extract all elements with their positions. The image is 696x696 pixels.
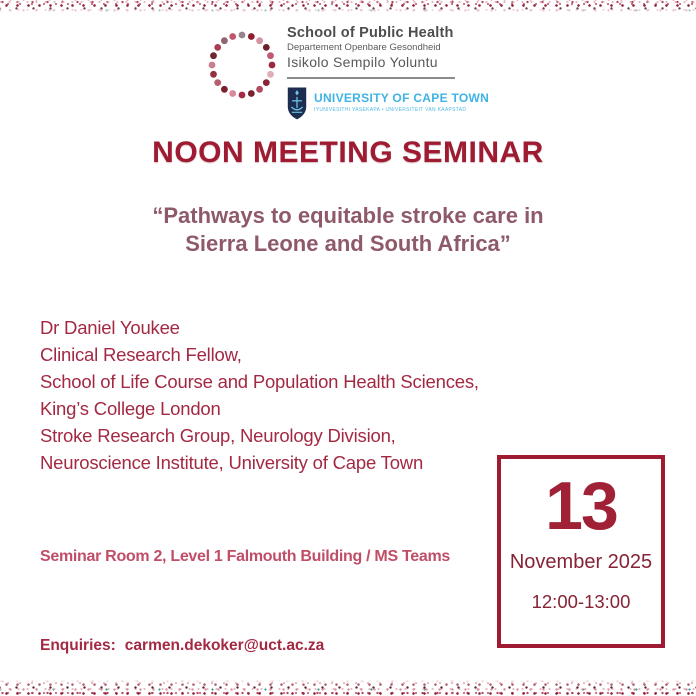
logo-divider bbox=[287, 77, 455, 79]
enquiries-email: carmen.dekoker@uct.ac.za bbox=[124, 637, 325, 654]
school-of-public-health-logo bbox=[207, 22, 489, 120]
school-name-english: School of Public Health bbox=[287, 25, 454, 41]
speaker-affiliation-2: King’s College London bbox=[40, 398, 221, 419]
speaker-name: Dr Daniel Youkee bbox=[40, 317, 180, 338]
logo-text-block bbox=[287, 22, 489, 120]
speaker-affiliation-1: School of Life Course and Population Health Sciences, bbox=[40, 371, 479, 392]
uct-logo bbox=[287, 87, 489, 120]
speaker-affiliation-4: Neuroscience Institute, University of Cape Town bbox=[40, 452, 424, 473]
top-dotted-border bbox=[0, 0, 696, 14]
speaker-role: Clinical Research Fellow, bbox=[40, 344, 242, 365]
uct-shield-icon bbox=[287, 87, 307, 120]
uct-text-block bbox=[314, 87, 489, 113]
university-subtitle: IYUNIVESITHI YASEKAPA • UNIVERSITEIT VAN KAAPSTAD bbox=[314, 107, 467, 113]
bottom-dotted-border bbox=[0, 679, 696, 696]
speaker-details bbox=[40, 314, 479, 476]
enquiries-line bbox=[40, 637, 324, 655]
date-box bbox=[497, 455, 665, 648]
speaker-affiliation-3: Stroke Research Group, Neurology Division, bbox=[40, 425, 396, 446]
topic-line-2: Sierra Leone and South Africa” bbox=[185, 231, 511, 256]
university-name: UNIVERSITY OF CAPE TOWN bbox=[314, 91, 490, 105]
event-month-year: November 2025 bbox=[509, 551, 653, 573]
dotted-circle-logo-icon bbox=[207, 28, 277, 102]
seminar-topic bbox=[0, 202, 696, 258]
page-title: NOON MEETING SEMINAR bbox=[152, 136, 544, 169]
school-name-afrikaans: Departement Openbare Gesondheid bbox=[287, 42, 441, 53]
school-name-xhosa: Isikolo Sempilo Yoluntu bbox=[287, 54, 438, 70]
event-day: 13 bbox=[545, 468, 617, 544]
event-time: 12:00-13:00 bbox=[531, 591, 631, 612]
venue-line: Seminar Room 2, Level 1 Falmouth Building / MS Teams bbox=[40, 548, 450, 565]
enquiries-label: Enquiries: bbox=[40, 637, 116, 654]
topic-line-1: “Pathways to equitable stroke care in bbox=[152, 203, 544, 228]
